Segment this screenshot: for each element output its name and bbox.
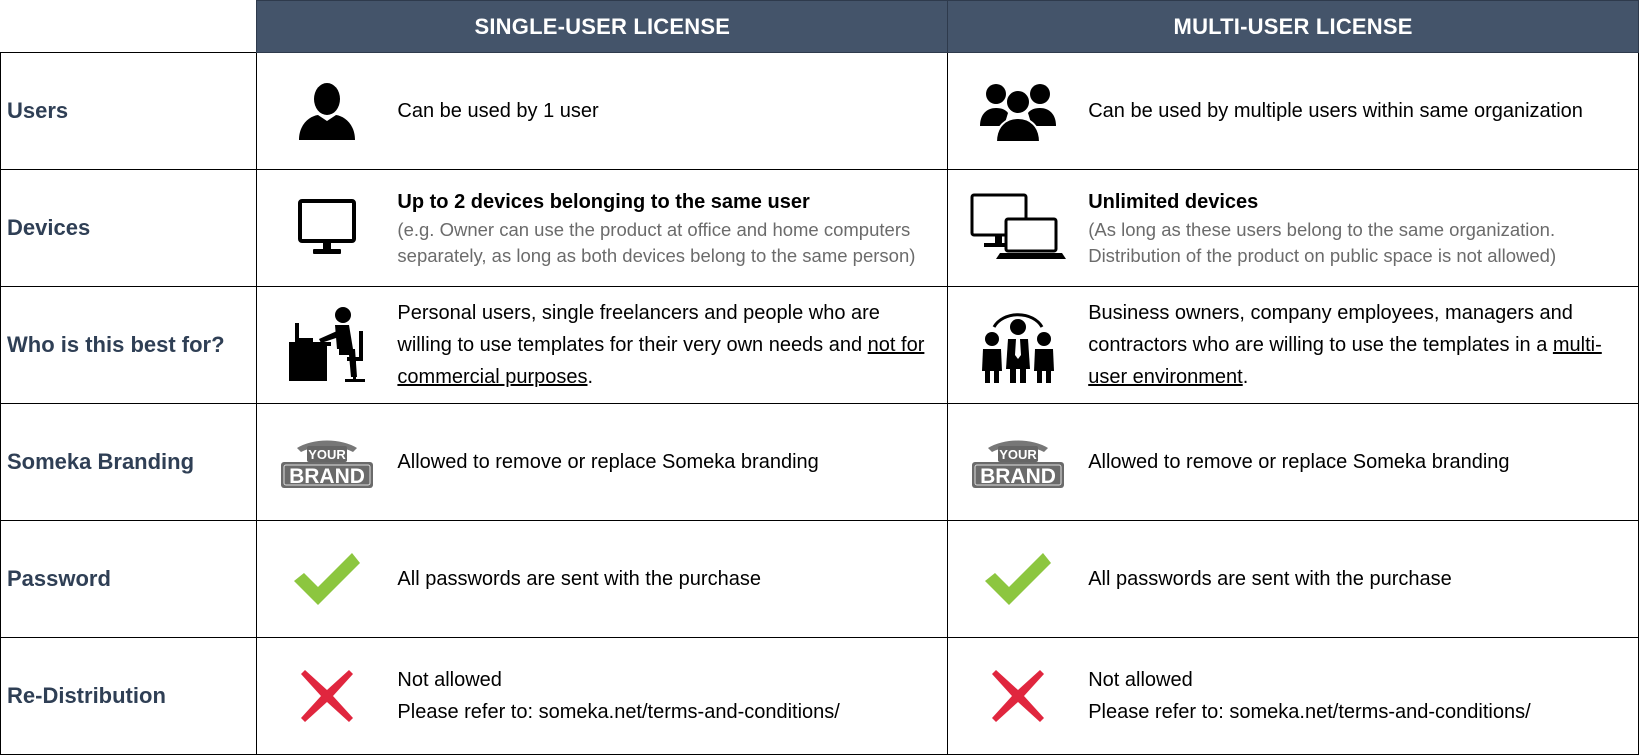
- header-row: [1, 1, 1639, 53]
- multi-best-for-end: .: [1242, 366, 1249, 388]
- brand-logo-bottom-text: BRAND: [980, 465, 1057, 488]
- row-label-devices: Devices: [1, 170, 257, 287]
- single-redistribution-line2: Please refer to: someka.net/terms-and-conditions/: [397, 701, 840, 723]
- brand-logo-top-text: YOUR: [308, 447, 347, 462]
- single-best-for-cell: [257, 287, 948, 404]
- password-row: [1, 521, 1639, 638]
- multi-best-for-text: Business owners, company employees, managers and contractors who are willing to use the templates in a: [1088, 302, 1573, 356]
- checkmark-icon: [948, 551, 1088, 607]
- multi-password-text: All passwords are sent with the purchase: [1088, 568, 1452, 590]
- checkmark-icon: [257, 551, 397, 607]
- multi-users-text: Can be used by multiple users within same organization: [1088, 100, 1583, 122]
- brand-logo-bottom-text: BRAND: [289, 465, 366, 488]
- row-label-redistribution: Re-Distribution: [1, 638, 257, 755]
- multi-best-for-cell: [948, 287, 1639, 404]
- row-label-branding: Someka Branding: [1, 404, 257, 521]
- multi-redistribution-line2: Please refer to: someka.net/terms-and-conditions/: [1088, 701, 1531, 723]
- single-users-text: Can be used by 1 user: [397, 100, 599, 122]
- your-brand-logo-icon: [948, 432, 1088, 492]
- single-best-for-text: Personal users, single freelancers and people who are willing to use templates for their very own needs and: [397, 302, 880, 356]
- single-branding-cell: [257, 404, 948, 521]
- row-label-users: Users: [1, 53, 257, 170]
- multi-redistribution-cell: [948, 638, 1639, 755]
- multi-branding-cell: [948, 404, 1639, 521]
- users-row: [1, 53, 1639, 170]
- single-devices-cell: [257, 170, 948, 287]
- multi-best-for-link: multi-user environment: [1088, 334, 1602, 388]
- cross-icon: [257, 668, 397, 724]
- single-user-header: SINGLE-USER LICENSE: [257, 1, 948, 53]
- brand-logo-top-text: YOUR: [999, 447, 1037, 462]
- single-redistribution-cell: [257, 638, 948, 755]
- single-devices-note: (e.g. Owner can use the product at office and home computers separately, as long as both devices belong to the same person): [397, 219, 916, 266]
- multi-devices-title: Unlimited devices: [1088, 191, 1259, 213]
- best-for-row: [1, 287, 1639, 404]
- cross-icon: [948, 668, 1088, 724]
- freelancer-desk-icon: [257, 305, 397, 385]
- row-label-password: Password: [1, 521, 257, 638]
- single-branding-text: Allowed to remove or replace Someka branding: [397, 451, 819, 473]
- multi-users-icon: [948, 80, 1088, 142]
- single-user-icon: [257, 80, 397, 142]
- devices-row: [1, 170, 1639, 287]
- multi-password-cell: [948, 521, 1639, 638]
- monitor-laptop-icon: [948, 193, 1088, 263]
- multi-devices-cell: [948, 170, 1639, 287]
- multi-devices-note: (As long as these users belong to the same organization. Distribution of the product on public space is not allowed): [1088, 219, 1557, 266]
- single-best-for-end: .: [587, 366, 594, 388]
- single-best-for-link: not for commercial purposes: [397, 334, 925, 388]
- single-password-cell: [257, 521, 948, 638]
- multi-user-header: MULTI-USER LICENSE: [948, 1, 1639, 53]
- single-devices-title: Up to 2 devices belonging to the same user: [397, 191, 810, 213]
- single-users-cell: [257, 53, 948, 170]
- your-brand-logo-icon: [257, 432, 397, 492]
- redistribution-row: [1, 638, 1639, 755]
- monitor-icon: [257, 198, 397, 258]
- header-blank-cell: [1, 1, 257, 53]
- multi-branding-text: Allowed to remove or replace Someka branding: [1088, 451, 1510, 473]
- single-password-text: All passwords are sent with the purchase: [397, 568, 761, 590]
- single-redistribution-line1: Not allowed: [397, 669, 502, 691]
- row-label-best-for: Who is this best for?: [1, 287, 257, 404]
- multi-redistribution-line1: Not allowed: [1088, 669, 1193, 691]
- multi-users-cell: [948, 53, 1639, 170]
- branding-row: [1, 404, 1639, 521]
- business-team-icon: [948, 305, 1088, 385]
